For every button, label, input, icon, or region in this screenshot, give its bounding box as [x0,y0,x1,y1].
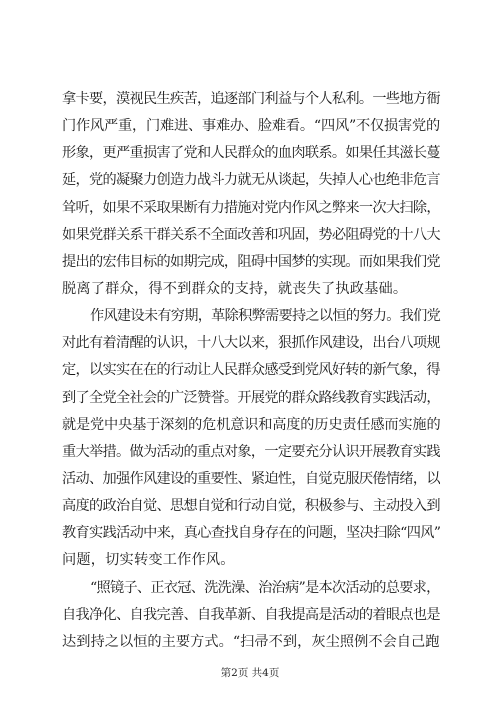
text-line: 问题，切实转变工作作风。 [62,552,235,569]
text-line: 作风建设未有穷期，革除积弊需要持之以恒的努力。我们党 [90,308,441,325]
text-line: 拿卡要，漠视民生疾苦，追逐部门利益与个人私利。一些地方衙 [62,91,440,107]
text-line: 达到持之以恒的主要方式。“扫帚不到，灰尘照例不会自己跑 [62,633,440,650]
text-line: 高度的政治自觉、思想自觉和行动自觉，积极参与、主动投入到 [62,498,440,515]
text-line: 延，党的凝聚力创造力战斗力就无从谈起，失掉人心也绝非危言 [62,172,440,189]
text-line: 活动、加强作风建设的重要性、紧迫性，自觉克服厌倦情绪，以 [62,470,440,487]
text-line: 对此有着清醒的认识，十八大以来，狠抓作风建设，出台八项规 [62,335,440,352]
text-line: 就是党中央基于深刻的危机意识和高度的历史责任感而实施的 [62,416,441,433]
text-line: “照镜子、正衣冠、洗洗澡、治治病”是本次活动的总要求， [90,579,440,596]
page-footer: 第2页 共4页 [220,667,280,679]
text-line: 自我净化、自我完善、自我革新、自我提高是活动的着眼点也是 [62,606,440,623]
text-line: 形象，更严重损害了党和人民群众的血肉联系。如果任其滋长蔓 [62,145,440,162]
body-text [62,86,440,656]
text-line: 教育实践活动中来，真心查找自身存在的问题，坚决扫除“四风” [62,525,441,542]
text-line: 重大举措。做为活动的重点对象，一定要充分认识开展教育实践 [62,443,440,460]
text-line: 如果党群关系干群关系不全面改善和巩固，势必阻碍党的十八大 [62,226,440,243]
text-line: 脱离了群众，得不到群众的支持，就丧失了执政基础。 [62,280,408,297]
text-line: 定，以实实在在的行动让人民群众感受到党风好转的新气象，得 [62,362,440,379]
text-line: 提出的宏伟目标的如期完成，阻碍中国梦的实现。而如果我们党 [62,253,440,270]
text-line: 到了全党全社会的广泛赞誉。开展党的群众路线教育实践活动， [62,389,440,406]
text-line: 门作风严重，门难进、事难办、脸难看。“四风”不仅损害党的 [62,118,440,135]
text-line: 耸听，如果不采取果断有力措施对党内作风之弊来一次大扫除， [62,199,440,216]
